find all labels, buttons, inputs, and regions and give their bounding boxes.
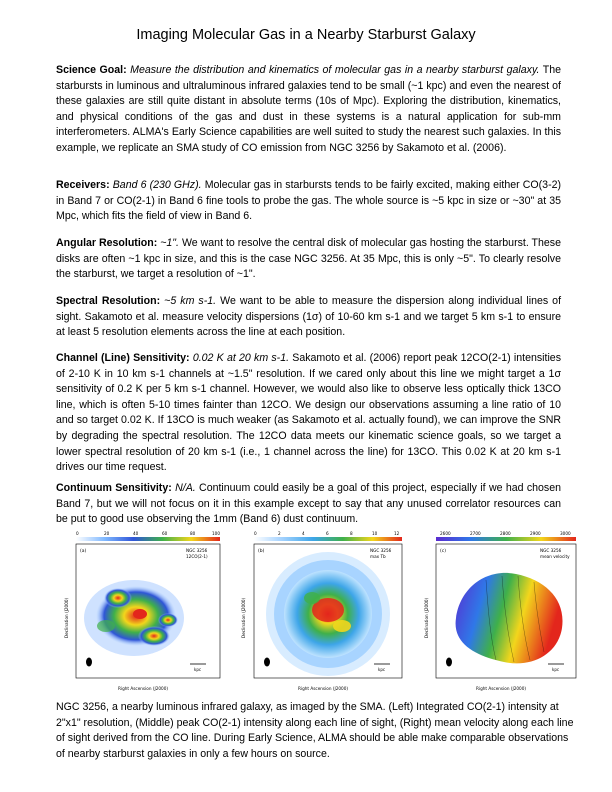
scalebar-label: kpc bbox=[552, 667, 560, 672]
panel-label: (c) bbox=[440, 549, 446, 554]
section-body: Continuum could easily be a goal of this project, especially if we had chosen Band 7, but we will not focus on it in this example except to say that any unused correlator resources can be put to good use observing the 1mm (Band 6) dust continuum. bbox=[56, 482, 561, 526]
emission-map bbox=[266, 552, 390, 676]
colorbar-tick: 0 bbox=[76, 531, 79, 536]
beam-ellipse bbox=[86, 658, 92, 667]
figure-image bbox=[56, 528, 224, 696]
colorbar-tick: 2600 bbox=[440, 531, 451, 536]
source-label: NGC 3256 bbox=[186, 548, 208, 553]
colorbar-tick: 2800 bbox=[500, 531, 511, 536]
beam-ellipse bbox=[446, 658, 452, 667]
section-science-goal bbox=[56, 63, 561, 157]
section-lead: ~1". bbox=[160, 237, 180, 249]
x-axis-label: Right Ascension (J2000) bbox=[476, 686, 526, 691]
colorbar-tick: 100 bbox=[212, 531, 220, 536]
y-axis-label: Declination (J2000) bbox=[64, 597, 69, 638]
section-spectral-resolution bbox=[56, 294, 561, 341]
section-lead: ~5 km s-1. bbox=[164, 295, 217, 307]
section-heading: Continuum Sensitivity: bbox=[56, 482, 172, 494]
section-lead: Band 6 (230 GHz). bbox=[112, 179, 202, 191]
figure-image bbox=[416, 528, 580, 696]
section-body: We want to resolve the central disk of molecular gas hosting the starburst. These disks are often ~1 kpc in size, and this is the case NGC 3256. At 35 Mpc, this is only ~5". To clearly resolve the starburst, we target a resolution of ~1". bbox=[56, 237, 561, 281]
colorbar-tick: 60 bbox=[162, 531, 168, 536]
section-heading: Spectral Resolution: bbox=[56, 295, 161, 307]
figure-mean-velocity bbox=[416, 528, 580, 696]
figure-caption: NGC 3256, a nearby luminous infrared galaxy, as imaged by the SMA. (Left) Integrated CO(2-1) intensity at 2"x1" resolution, (Middle) peak CO(2-1) intensity along each line of sight, (Right) mean velocity along each line of sight derived from the CO line. During Early Science, ALMA should be able make comparable observations of nearby starburst galaxies in only a few hours on source. bbox=[56, 701, 574, 760]
colorbar-tick: 3000 bbox=[560, 531, 571, 536]
section-channel-sensitivity bbox=[56, 351, 561, 476]
colorbar-tick: 0 bbox=[254, 531, 257, 536]
source-label: NGC 3256 bbox=[540, 548, 562, 553]
emission-map bbox=[84, 580, 184, 656]
section-heading: Angular Resolution: bbox=[56, 237, 158, 249]
section-continuum-sensitivity bbox=[56, 481, 561, 528]
figure-integrated-intensity bbox=[56, 528, 224, 696]
colorbar-tick: 80 bbox=[190, 531, 196, 536]
section-body: The starbursts in luminous and ultraluminous infrared galaxies tend to be small (~1 kpc) and even the nearest of these galaxies are still quite distant in absolute terms (10s of Mpc). Exploring the distribution, kinematics, and physical conditions of the gas and dust in these systems is a natural application for sub-mm interferometers. ALMA's Early Science capabilities are well suited to study the nearest such galaxies. In this example, we replicate an SMA study of CO emission from NGC 3256 by Sakamoto et al. (2006). bbox=[56, 64, 561, 154]
colorbar-tick: 40 bbox=[133, 531, 139, 536]
y-axis-label: Declination (J2000) bbox=[424, 597, 429, 638]
x-axis-label: Right Ascension (J2000) bbox=[118, 686, 168, 691]
colorbar bbox=[254, 537, 402, 541]
colorbar bbox=[76, 537, 220, 541]
panel-label: (b) bbox=[258, 549, 265, 554]
y-axis-label: Declination (J2000) bbox=[241, 597, 246, 638]
colorbar-tick: 12 bbox=[394, 531, 400, 536]
scalebar-label: kpc bbox=[194, 667, 202, 672]
panel-label: (a) bbox=[80, 549, 87, 554]
scalebar-label: kpc bbox=[378, 667, 386, 672]
section-heading: Science Goal: bbox=[56, 64, 127, 76]
map-sublabel: mean velocity bbox=[540, 554, 570, 559]
section-receivers bbox=[56, 178, 561, 225]
colorbar-tick: 6 bbox=[326, 531, 329, 536]
colorbar-tick: 2900 bbox=[530, 531, 541, 536]
section-heading: Receivers: bbox=[56, 179, 110, 191]
figure-peak-intensity bbox=[232, 528, 408, 696]
section-body: Molecular gas in starbursts tends to be fairly excited, making either CO(3-2) in Band 7 or CO(2-1) in Band 6 fine tools to probe the gas. The whole source is ~5 kpc in size or ~30" at 35 Mpc, which fits the field of view in Band 6. bbox=[56, 179, 562, 223]
section-lead: N/A. bbox=[175, 482, 196, 494]
page-title: Imaging Molecular Gas in a Nearby Starburst Galaxy bbox=[136, 27, 476, 43]
section-body: Sakamoto et al. (2006) report peak 12CO(2-1) intensities of 2-10 K in 10 km s-1 channels at ~1.5" resolution. If we cared only about this line we might target a 1σ sensitivity of 0.2 K per 5 km s-1 channel. However, we would also like to observe less optically thick 13CO line, which is often 5-10 times fainter than 12CO. We design our observations assuming a line ratio of 10 and so target 0.02 K. If 13CO is much weaker (as Sakamoto et al. actually found), we can improve the SNR by degrading the spectral resolution. The 12CO data meets our kinematic science goals, so we target a lower spectral resolution of 20 km s-1 (i.e., 1 channel across the line) for 13CO. This 0.02 K at 20 km s-1 drives our time request. bbox=[56, 352, 561, 474]
colorbar-tick: 2 bbox=[278, 531, 281, 536]
section-lead: 0.02 K at 20 km s-1. bbox=[192, 352, 290, 364]
section-body: We want to be able to measure the dispersion along individual lines of sight. Sakamoto et al. measure velocity dispersions (1σ) of 10-60 km s-1 and we target 5 km s-1 to ensure at least 5 resolution elements across the line at each position. bbox=[56, 295, 562, 339]
section-heading: Channel (Line) Sensitivity: bbox=[56, 352, 190, 364]
map-sublabel: max Tb bbox=[370, 554, 386, 559]
colorbar bbox=[436, 537, 576, 541]
colorbar-tick: 2700 bbox=[470, 531, 481, 536]
x-axis-label: Right Ascension (J2000) bbox=[298, 686, 348, 691]
colorbar-tick: 10 bbox=[372, 531, 378, 536]
figure-image bbox=[232, 528, 408, 696]
colorbar-tick: 8 bbox=[350, 531, 353, 536]
section-lead: Measure the distribution and kinematics of molecular gas in a nearby starburst galaxy. bbox=[130, 64, 540, 76]
colorbar-tick: 4 bbox=[302, 531, 305, 536]
source-label: NGC 3256 bbox=[370, 548, 392, 553]
section-angular-resolution bbox=[56, 236, 561, 283]
beam-ellipse bbox=[264, 658, 270, 667]
map-sublabel: 12CO(2-1) bbox=[186, 554, 208, 559]
colorbar-tick: 20 bbox=[104, 531, 110, 536]
